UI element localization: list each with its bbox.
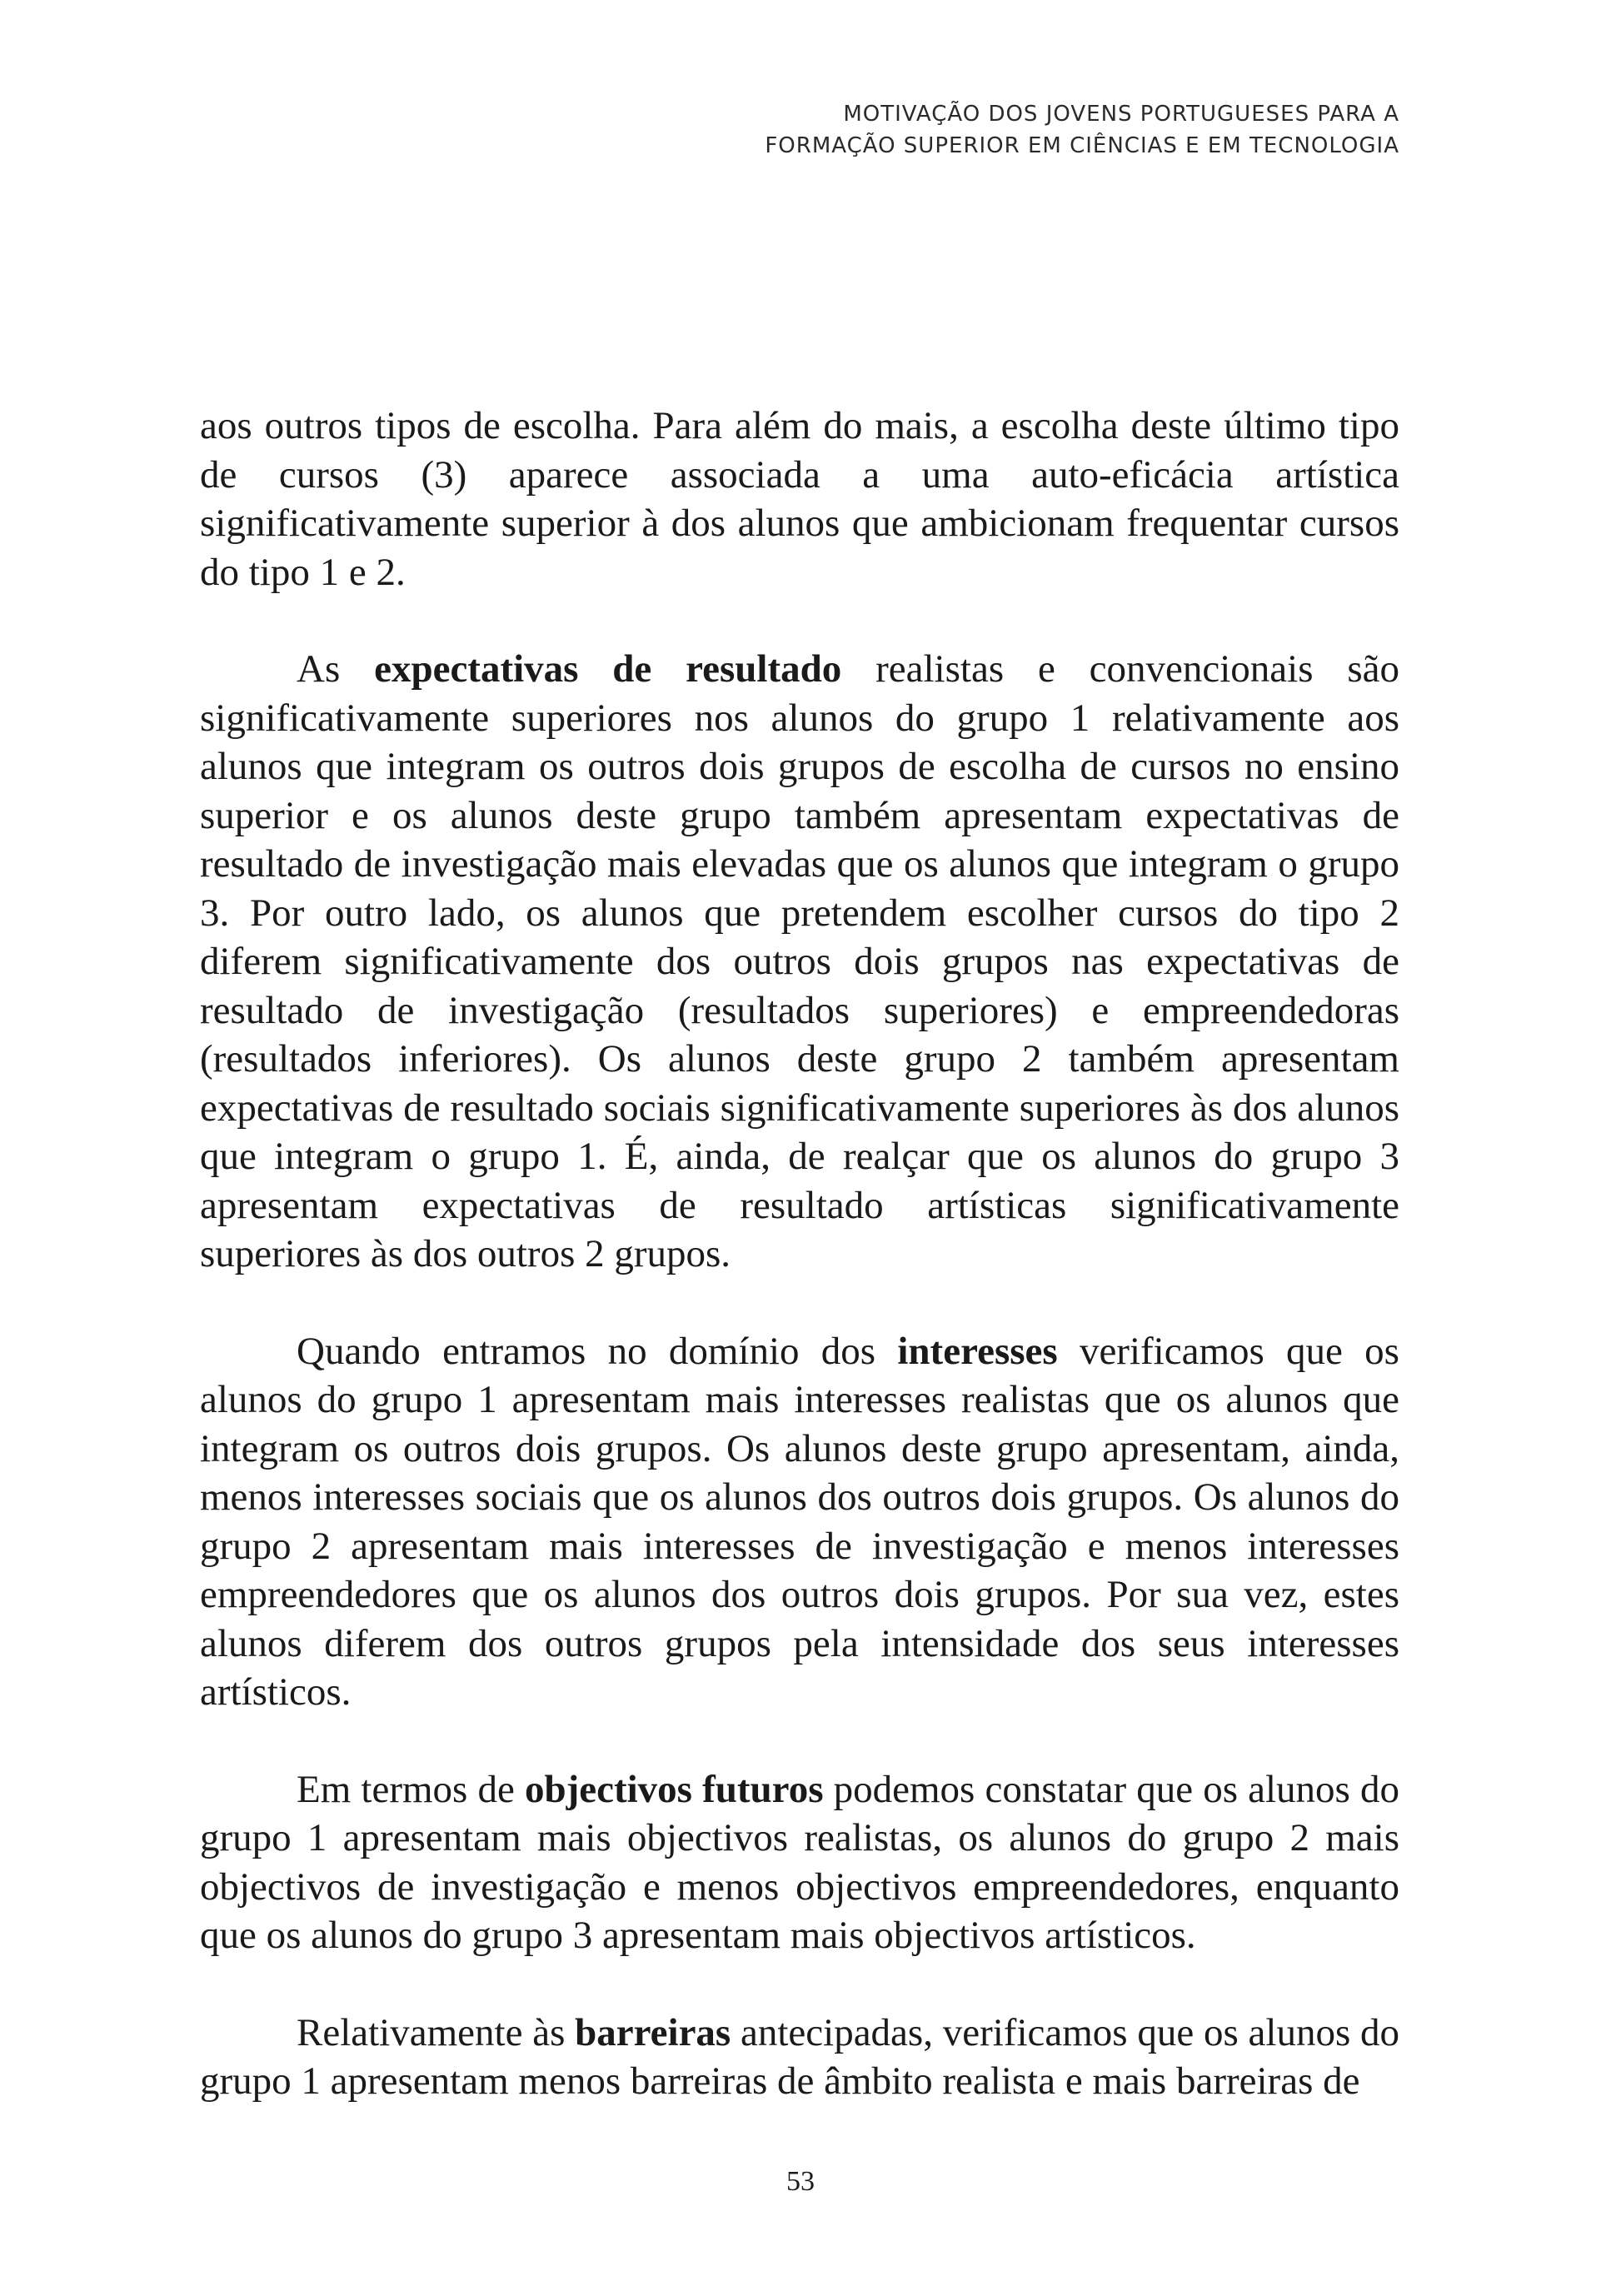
paragraph-2-rest: realistas e convencionais são significativamente superiores nos alunos do grupo 1 relativamente aos alunos que integram os outros dois grupos de escolha de cursos no ensino superior e os alunos deste grupo também apresentam expectativas de resultado de investigação mais elevadas que os alunos que integram o grupo 3. Por outro lado, os alunos que pretendem escolher cursos do tipo 2 diferem significativamente dos outros dois grupos nas expectativas de resultado de investigação (resultados superiores) e empreendedoras (resultados inferiores). Os alunos deste grupo 2 também apresentam expectativas de resultado sociais significativamente superiores às dos alunos que integram o grupo 1. É, ainda, de realçar que os alunos do grupo 3 apresentam expectativas de resultado artísticas significativamente superiores às dos outros 2 grupos. [200,647,1399,1275]
paragraph-1 [200,402,1399,596]
page-number: 53 [786,2166,815,2197]
paragraph-4-lead: Em termos de [297,1767,525,1811]
paragraph-3 [200,1327,1399,1717]
paragraph-5-lead: Relativamente às [297,2010,576,2054]
paragraph-3-keyword: interesses [897,1329,1058,1373]
paragraph-2-lead: As [297,647,375,691]
paragraph-5 [200,2009,1399,2106]
paragraph-4-rest: podemos constatar que os alunos do grupo 1 apresentam mais objectivos realistas, os alunos do grupo 2 mais objectivos de investigação e menos objectivos empreendedores, enquanto que os alunos do grupo 3 apresentam mais objectivos artísticos. [200,1767,1399,1957]
running-header [765,98,1399,162]
paragraph-3-lead: Quando entramos no domínio dos [297,1329,898,1373]
paragraph-1-text: aos outros tipos de escolha. Para além do mais, a escolha deste último tipo de cursos (3) aparece associada a uma auto-eficácia artística significativamente superior à dos alunos que ambicionam frequentar cursos do tipo 1 e 2. [200,404,1399,594]
body-text [200,402,1399,2154]
paragraph-2 [200,645,1399,1279]
paragraph-5-keyword: barreiras [575,2010,731,2054]
paragraph-2-keyword: expectativas de resultado [374,647,842,691]
paragraph-4 [200,1765,1399,1960]
paragraph-5-rest: antecipadas, verificamos que os alunos do grupo 1 apresentam menos barreiras de âmbito realista e mais barreiras de [200,2010,1399,2103]
paragraph-3-rest: verificamos que os alunos do grupo 1 apresentam mais interesses realistas que os alunos que integram os outros dois grupos. Os alunos deste grupo apresentam, ainda, menos interesses sociais que os alunos dos outros dois grupos. Os alunos do grupo 2 apresentam mais interesses de investigação e menos interesses empreendedores que os alunos dos outros dois grupos. Por sua vez, estes alunos diferem dos outros grupos pela intensidade dos seus interesses artísticos. [200,1329,1399,1714]
running-header-line-1: MOTIVAÇÃO DOS JOVENS PORTUGUESES PARA A [843,102,1399,127]
running-header-line-2: FORMAÇÃO SUPERIOR EM CIÊNCIAS E EM TECNOLOGIA [765,133,1399,158]
paragraph-4-keyword: objectivos futuros [524,1767,824,1811]
